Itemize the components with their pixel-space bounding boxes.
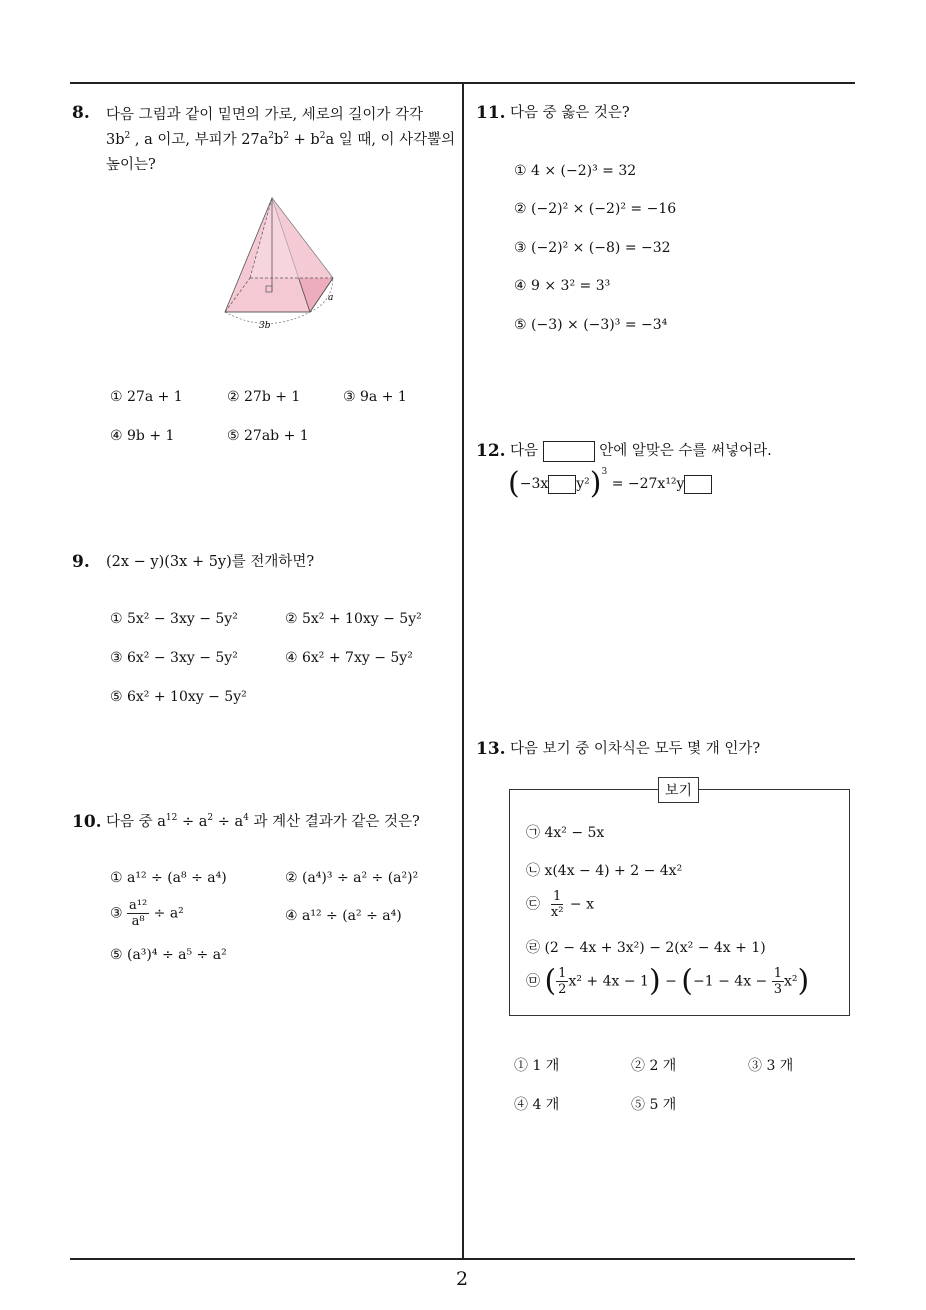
- q8-choice-1[interactable]: ① 27a + 1: [110, 389, 183, 405]
- question-12-equation[interactable]: (−3x y²)$^3$ = −27x¹²y: [508, 472, 712, 494]
- q10-choice-3[interactable]: ③ $\frac{\text{a¹²}}{\text{a⁸}}$ ÷ a²: [110, 898, 184, 929]
- exponent-blank-2[interactable]: [684, 475, 712, 494]
- figure-label-a: a: [328, 293, 334, 303]
- question-12-number: 12.: [476, 441, 506, 461]
- q9-choice-5[interactable]: ⑤ 6x² + 10xy − 5y²: [110, 689, 247, 705]
- q10-choice-4[interactable]: ④ a¹² ÷ (a² ÷ a⁴): [285, 908, 402, 924]
- bogi-item-2: ㉡ x(4x − 4) + 2 − 4x²: [526, 863, 683, 879]
- question-13-text: 다음 보기 중 이차식은 모두 몇 개 인가?: [510, 741, 761, 757]
- question-9-text: (2x − y)(3x + 5y)를 전개하면?: [106, 554, 315, 570]
- bottom-rule: [70, 1258, 855, 1260]
- bogi-title: 보기: [658, 777, 699, 803]
- q11-choice-1[interactable]: ① 4 × (−2)³ = 32: [514, 163, 637, 179]
- pyramid-back-face: [250, 198, 333, 278]
- q11-choice-4[interactable]: ④ 9 × 3² = 3³: [514, 278, 611, 294]
- bogi-item-3: ㉢ $\frac{1}{\text{x²}}$ − x: [526, 889, 594, 920]
- question-8-number: 8.: [72, 103, 90, 123]
- question-8-line2: $3b^2$ , a 이고, 부피가 $27a^2b^2 + b^2a$ 일 때, 이 사각뿔의: [106, 131, 456, 148]
- q8-choice-4[interactable]: ④ 9b + 1: [110, 428, 175, 444]
- question-11-number: 11.: [476, 103, 506, 123]
- q13-choice-2[interactable]: ② 2 개: [631, 1058, 677, 1074]
- question-10-number: 10.: [72, 812, 102, 832]
- bogi-item-4: ㉣ (2 − 4x + 3x²) − 2(x² − 4x + 1): [526, 940, 766, 956]
- bogi-item-5: ㉤ ( $\frac{1}{2}$ x² + 4x − 1) − (−1 − 4x − $\frac{1}{3}$ x²): [526, 963, 810, 999]
- q8-choice-5[interactable]: ⑤ 27ab + 1: [227, 428, 309, 444]
- question-10-text: 다음 중 $a^{12} \div a^2 \div a^4$ 과 계산 결과가 같은 것은?: [106, 813, 420, 830]
- figure-label-3b: 3b: [259, 321, 271, 331]
- q8-choice-2[interactable]: ② 27b + 1: [227, 389, 301, 405]
- q10-choice-2[interactable]: ② (a⁴)³ ÷ a² ÷ (a²)²: [285, 870, 419, 886]
- page-number: 2: [456, 1268, 469, 1290]
- q11-choice-2[interactable]: ② (−2)² × (−2)² = −16: [514, 201, 677, 217]
- q8-choice-3[interactable]: ③ 9a + 1: [343, 389, 407, 405]
- question-8-line1: 다음 그림과 같이 밑면의 가로, 세로의 길이가 각각: [106, 107, 424, 123]
- q9-choice-1[interactable]: ① 5x² − 3xy − 5y²: [110, 611, 238, 627]
- q10-choice-3-fraction: $\frac{\text{a¹²}}{\text{a⁸}}$: [129, 898, 148, 929]
- q11-choice-5[interactable]: ⑤ (−3) × (−3)³ = −3⁴: [514, 317, 668, 333]
- bogi-item-1: ㉠ 4x² − 5x: [526, 825, 605, 841]
- q11-choice-3[interactable]: ③ (−2)² × (−8) = −32: [514, 240, 671, 256]
- question-8-text: [106, 103, 456, 178]
- question-11-text: 다음 중 옳은 것은?: [510, 105, 630, 121]
- q10-choice-1[interactable]: ① a¹² ÷ (a⁸ ÷ a⁴): [110, 870, 227, 886]
- answer-blank-box: [543, 441, 595, 462]
- question-9-number: 9.: [72, 552, 90, 572]
- q9-choice-4[interactable]: ④ 6x² + 7xy − 5y²: [285, 650, 413, 666]
- q13-choice-5[interactable]: ⑤ 5 개: [631, 1097, 677, 1113]
- question-8-line3: 높이는?: [106, 157, 156, 173]
- question-13-number: 13.: [476, 739, 506, 759]
- q9-choice-3[interactable]: ③ 6x² − 3xy − 5y²: [110, 650, 238, 666]
- q10-choice-5[interactable]: ⑤ (a³)⁴ ÷ a⁵ ÷ a²: [110, 947, 227, 963]
- q9-choice-2[interactable]: ② 5x² + 10xy − 5y²: [285, 611, 422, 627]
- q13-choice-4[interactable]: ④ 4 개: [514, 1097, 560, 1113]
- pyramid-figure: [210, 190, 350, 335]
- q13-choice-1[interactable]: ① 1 개: [514, 1058, 560, 1074]
- q13-choice-3[interactable]: ③ 3 개: [748, 1058, 794, 1074]
- question-12-text: 다음 안에 알맞은 수를 써넣어라.: [510, 439, 772, 464]
- column-divider: [462, 82, 464, 1259]
- exponent-blank-1[interactable]: [548, 475, 576, 494]
